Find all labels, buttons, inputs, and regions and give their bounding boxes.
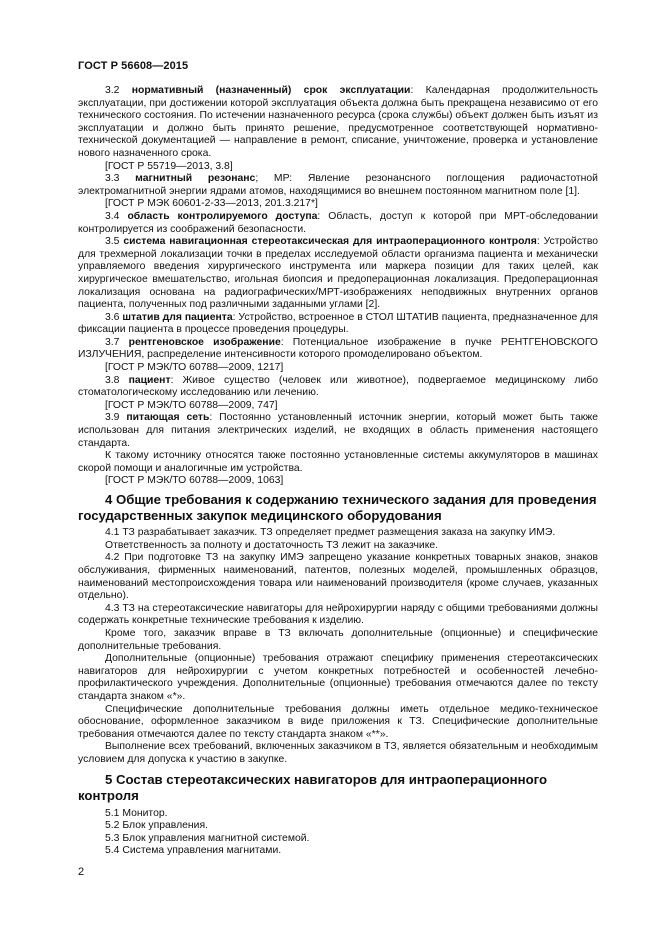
term-title: область контролируемого доступа [127,210,318,222]
section-5-heading: 5 Состав стереотаксических навигаторов для интраоперационного контроля [78,772,548,804]
term-definition: ; МР: Явление резонансного поглощения радиочастотной электромагнитной энергии ядрами атомов, находящимися во внешнем постоянном магнитном поле [1]. [78,173,598,197]
list-item: 5.1 Монитор. [105,807,168,819]
page-number: 2 [78,866,85,878]
paragraph: Кроме того, заказчик вправе в ТЗ включать дополнительные (опционные) и специфические дополнительные требования. [78,627,598,652]
term-reference: [ГОСТ Р МЭК 60601-2-33—2013, 201.3.217*] [105,198,318,210]
term-title: магнитный резонанс [135,173,256,185]
paragraph: Специфические дополнительные требования должны иметь отдельное медико-техническое обоснование, оформленное заказчиком в виде приложения к ТЗ. Специфические дополнительные требования отмечаются далее по тексту стандарта знаком «**». [78,703,598,740]
paragraph: Ответственность за полноту и достаточность ТЗ лежит на заказчике. [105,539,439,551]
term-definition: : Календарная продолжительность эксплуатации, при достижении которой эксплуатация объекта должна быть прекращена независимо от его технического состояния. По истечении назначенного ресурса (срока службы) объект должен быть изъят из эксплуатации и должно быть принято решение, предусмотренное соответствующей нормативно-технической документацией — направление в ремонт, списание, уничтожение, проверка и установление нового назначенного срока. [78,85,598,159]
term-definition: : Живое существо (человек или животное), подвергаемое медицинскому либо стоматологическому исследованию или лечению. [78,374,598,399]
term-reference: [ГОСТ Р МЭК/ТО 60788—2009, 1063] [105,475,284,487]
term-3-6: 3.6 штатив для пациента: Устройство, встроенное в СТОЛ ШТАТИВ пациента, предназначенное для фиксации пациента в процессе проведения процедуры. [78,311,598,336]
term-3-3: 3.3 магнитный резонанс; МР: Явление резонансного поглощения радиочастотной электромагнитной энергии ядрами атомов, находящимися во внешнем постоянном магнитном поле [1]. [78,173,598,197]
term-3-5: 3.5 система навигационная стереотаксическая для интраоперационного контроля: Устройство для трехмерной локализации точки в пределах исследуемой области организма пациента и механически управляемого введения хирургического инструмента или маркера позиции для таких целей, как хирургическое вмешательство, игольная биопсия и предоперационная локализация. Предоперационная локализация основана на радиографических/МРТ-изображениях неподвижных внутренних органов пациента, полученных под различными заданными углами [2]. [78,236,598,311]
term-definition: : Область, доступ к которой при МРТ-обследовании контролируется из соображений безопасности. [78,210,599,235]
term-title: питающая сеть [126,412,210,424]
term-3-8: 3.8 пациент: Живое существо (человек или животное), подвергаемое медицинскому либо стоматологическому исследованию или лечению. [78,374,598,399]
term-3-2: 3.2 нормативный (назначенный) срок эксплуатации: Календарная продолжительность эксплуатации, при достижении которой эксплуатация объекта должна быть прекращена независимо от его технического состояния. По истечении назначенного ресурса (срока службы) объект должен быть изъят из эксплуатации и должно быть принято решение, предусмотренное соответствующей нормативно-технической документацией — направление в ремонт, списание, уничтожение, проверка и установление нового назначенного срока. [78,85,598,159]
list-item: 5.3 Блок управления магнитной системой. [105,832,310,844]
paragraph-4-3: 4.3 ТЗ на стереотаксические навигаторы для нейрохирургии наряду с общими требованиями должны содержать конкретные технические требования к изделию. [78,602,598,627]
term-reference: [ГОСТ Р 55719—2013, 3.8] [105,160,233,172]
document-header: ГОСТ Р 56608—2015 [78,60,189,72]
term-title: система навигационная стереотаксическая для интраоперационного контроля [123,236,537,248]
paragraph: Дополнительные (опционные) требования отражают специфику применения стереотаксических навигаторов для нейрохирургии с учетом конкретных потребностей и особенностей лечебно-профилактического учреждения. Дополнительные (опционные) требования отмечаются далее по тексту стандарта знаком «*». [78,653,598,702]
term-note: К такому источнику относятся также постоянно установленные системы аккумуляторов в машинах скорой помощи и аналогичные им устройства. [78,450,598,474]
paragraph-4-1: 4.1 ТЗ разрабатывает заказчик. ТЗ определяет предмет размещения заказа на закупку ИМЭ. [105,527,556,539]
term-title: нормативный (назначенный) срок эксплуатации [131,85,411,96]
list-item: 5.2 Блок управления. [105,820,208,832]
term-3-4: 3.4 область контролируемого доступа: Область, доступ к которой при МРТ-обследовании контролируется из соображений безопасности. [78,210,599,235]
paragraph: Выполнение всех требований, включенных заказчиком в ТЗ, является обязательным и необходимым условием для допуска к участию в закупке. [78,741,598,765]
paragraph-4-2: 4.2 При подготовке ТЗ на закупку ИМЭ запрещено указание конкретных товарных знаков, знаков обслуживания, фирменных наименований, патентов, полезных моделей, промышленных образцов, наименований местопроисхождения товара или наименований производителя (кроме случаев, указанных отдельно). [78,552,598,602]
term-definition: : Потенциальное изображение в пучке РЕНТГЕНОВСКОГО ИЗЛУЧЕНИЯ, распределение интенсивности которого промоделировано объектом. [78,336,599,361]
term-definition: : Устройство для трехмерной локализации точки в пределах исследуемой области организма пациента и механически управляемого введения хирургического инструмента или маркера позиции для таких целей, как хирургическое вмешательство, игольная биопсия и предоперационная локализация. Предоперационная локализация основана на радиографических/МРТ-изображениях неподвижных внутренних органов пациента, полученных под различными заданными углами [2]. [78,236,598,311]
document-body [78,85,598,858]
term-definition: : Устройство, встроенное в СТОЛ ШТАТИВ пациента, предназначенное для фиксации пациента в процессе проведения процедуры. [78,311,598,336]
term-definition: : Постоянно установленный источник энергии, который может быть также использован для питания электрических изделий, не входящих в область применения настоящего стандарта. [78,412,598,449]
list-item: 5.4 Система управления магнитами. [105,845,282,857]
section-4-heading: 4 Общие требования к содержанию технического задания для проведения государственных закупок медицинского оборудования [78,492,597,523]
term-reference: [ГОСТ Р МЭК/ТО 60788—2009, 1217] [105,362,284,374]
term-3-7: 3.7 рентгеновское изображение: Потенциальное изображение в пучке РЕНТГЕНОВСКОГО ИЗЛУЧЕНИЯ, распределение интенсивности которого промоделировано объектом. [78,336,599,361]
term-title: штатив для пациента [122,311,233,323]
term-title: пациент [128,374,171,386]
term-title: рентгеновское изображение [128,336,281,348]
term-3-9: 3.9 питающая сеть: Постоянно установленный источник энергии, который может быть также использован для питания электрических изделий, не входящих в область применения настоящего стандарта. [78,412,598,449]
term-reference: [ГОСТ Р МЭК/ТО 60788—2009, 747] [105,399,278,411]
